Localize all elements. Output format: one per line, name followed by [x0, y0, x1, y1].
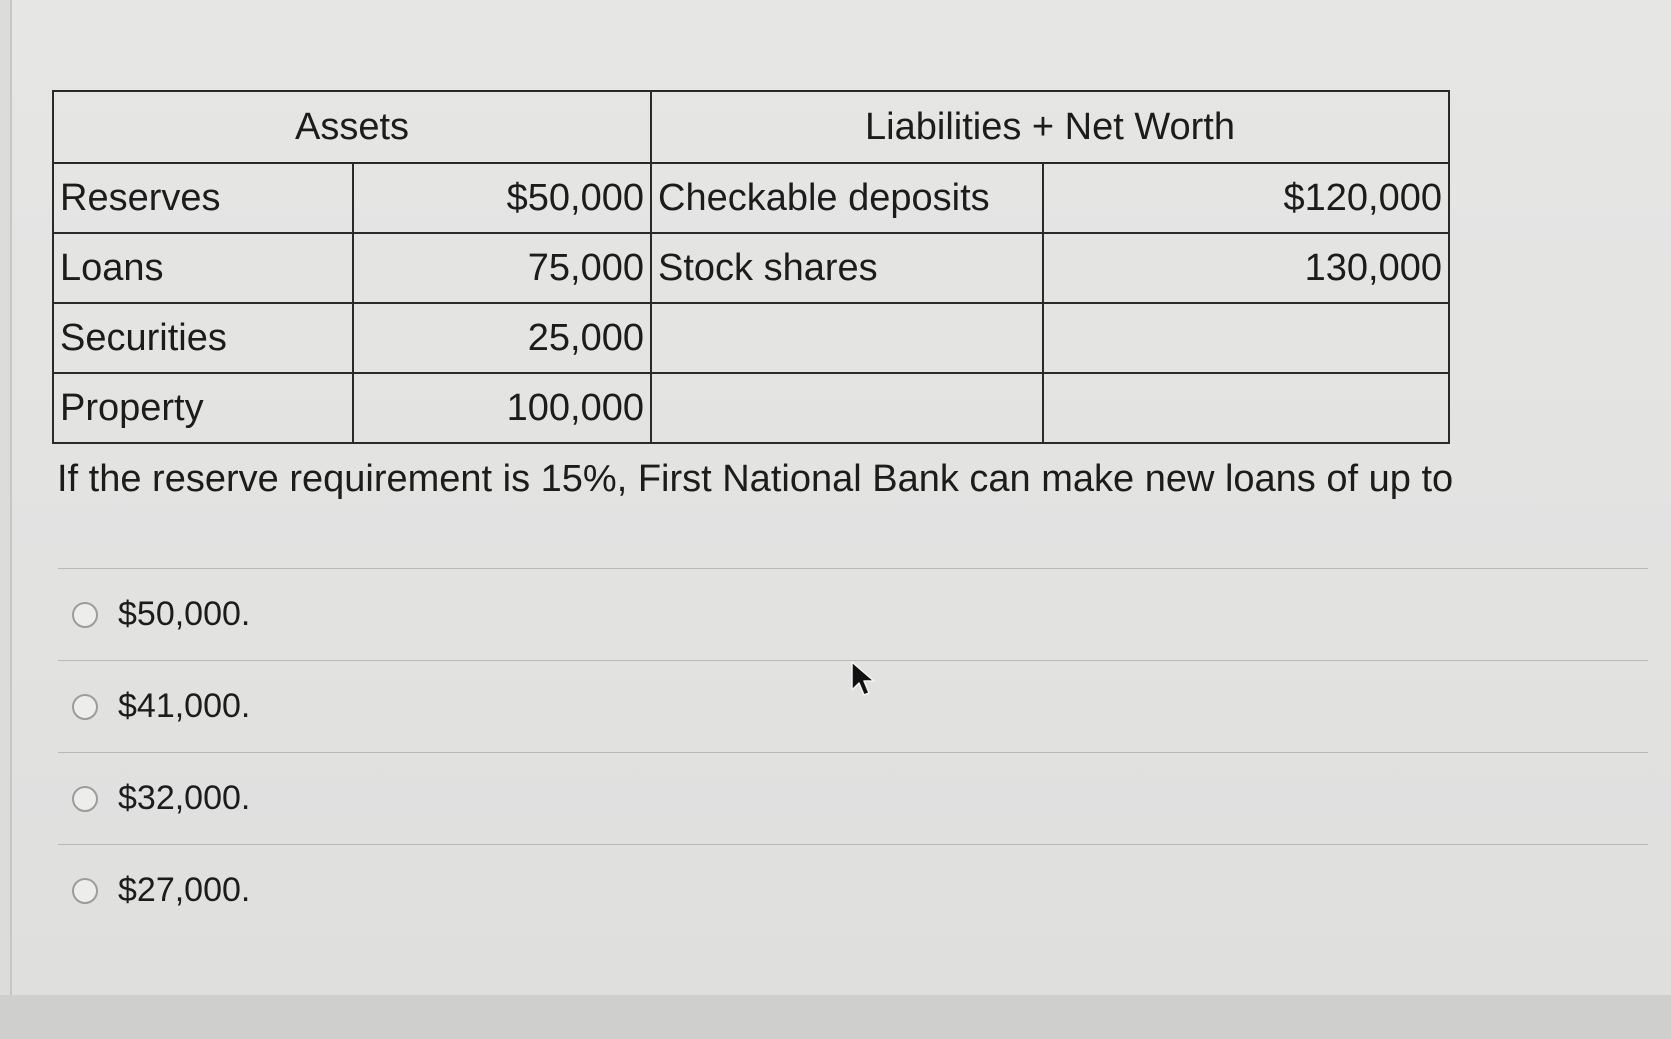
liability-label: [651, 373, 1043, 443]
radio-button[interactable]: [72, 878, 98, 904]
answer-option[interactable]: [58, 752, 1648, 844]
answer-option[interactable]: [58, 568, 1648, 660]
liability-value: 130,000: [1043, 233, 1449, 303]
asset-value: 75,000: [353, 233, 651, 303]
asset-label: Property: [53, 373, 353, 443]
asset-value: $50,000: [353, 163, 651, 233]
radio-button[interactable]: [72, 694, 98, 720]
answer-option-label[interactable]: $50,000.: [118, 595, 251, 633]
asset-value: 100,000: [353, 373, 651, 443]
table-row: [53, 303, 1449, 373]
liabilities-header: Liabilities + Net Worth: [651, 91, 1449, 163]
table-header-row: [53, 91, 1449, 163]
answer-option-label[interactable]: $41,000.: [118, 687, 251, 725]
liability-label: [651, 303, 1043, 373]
asset-label: Reserves: [53, 163, 353, 233]
mouse-pointer-icon: [850, 660, 878, 700]
answer-option-label[interactable]: $32,000.: [118, 779, 251, 817]
table-row: [53, 233, 1449, 303]
question-text: If the reserve requirement is 15%, First National Bank can make new loans of up to: [57, 458, 1454, 500]
background-surface: [0, 995, 1671, 1039]
balance-sheet-table: [52, 90, 1450, 444]
liability-value: $120,000: [1043, 163, 1449, 233]
liability-value: [1043, 303, 1449, 373]
liability-label: Checkable deposits: [651, 163, 1043, 233]
asset-value: 25,000: [353, 303, 651, 373]
liability-value: [1043, 373, 1449, 443]
assets-header: Assets: [53, 91, 651, 163]
answer-option[interactable]: [58, 844, 1648, 936]
radio-button[interactable]: [72, 786, 98, 812]
table-row: [53, 163, 1449, 233]
asset-label: Securities: [53, 303, 353, 373]
answer-option-label[interactable]: $27,000.: [118, 871, 251, 909]
liability-label: Stock shares: [651, 233, 1043, 303]
asset-label: Loans: [53, 233, 353, 303]
table-row: [53, 373, 1449, 443]
answer-options: [58, 568, 1648, 936]
radio-button[interactable]: [72, 602, 98, 628]
